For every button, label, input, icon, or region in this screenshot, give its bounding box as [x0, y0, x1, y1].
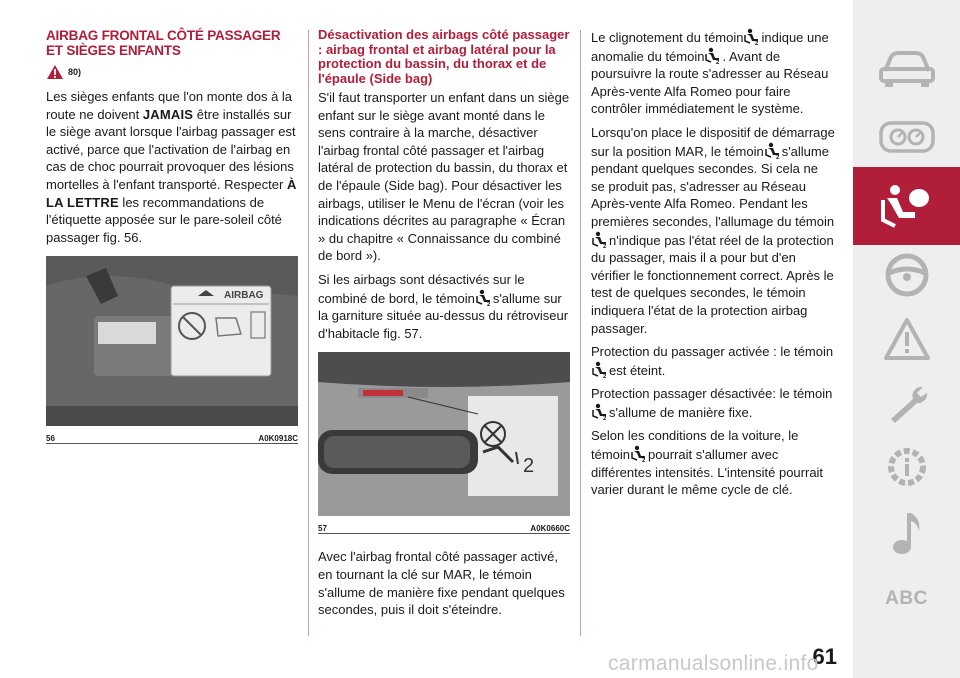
svg-text:2: 2: [486, 301, 491, 306]
svg-text:2: 2: [603, 415, 607, 420]
sidebar-item-car[interactable]: [853, 30, 960, 108]
warning-triangle-icon: [882, 316, 932, 362]
music-note-icon: [887, 509, 927, 557]
paragraph: Protection du passager activée : le témoin 2 est éteint.: [591, 344, 834, 378]
figure-number: 57: [318, 524, 327, 534]
column-1: [46, 28, 298, 444]
paragraph: Avec l'airbag frontal côté passager activé, en tournant la clé sur MAR, le témoin s'allume de manière fixe pendant quelques secondes, puis il doit s'éteindre.: [318, 549, 565, 618]
airbag-off-indicator-icon: [744, 28, 760, 45]
svg-text:2: 2: [716, 59, 720, 64]
paragraph: Les sièges enfants que l'on monte dos à la route ne doivent JAMAIS être installés sur le siège avant lorsque l'airbag passager est activé, parce que l'activation de l'airbag en cas de choc pourrait provoquer des lésions mortelles à l'enfant transporté. Respecter À LA LETTRE les recommandations de l'étiquette apposée sur le pare-soleil côté passager fig. 56.: [46, 89, 297, 245]
column-divider: [580, 30, 581, 636]
svg-text:2: 2: [523, 455, 535, 478]
sidebar-item-instruments[interactable]: [853, 98, 960, 176]
sidebar-item-index[interactable]: [853, 560, 960, 638]
sun-visor-photo: [46, 256, 298, 426]
paragraph: Selon les conditions de la voiture, le témoin 2 pourrait s'allumer avec différentes intensités. L'intensité pourrait varier durant le même cycle de clé.: [591, 428, 824, 498]
airbag-seat-icon: [881, 182, 933, 230]
paragraph: Le clignotement du témoin 2 indique une anomalie du témoin 2 . Avant de poursuivre la route s'adresser au Réseau Après-vente Alfa Romeo pour faire contrôler immédiatement le système.: [591, 30, 829, 117]
column-2: [318, 28, 570, 625]
airbag-off-indicator-icon: [592, 231, 608, 248]
warning-ref-number: 80): [68, 67, 82, 77]
svg-text:2: 2: [755, 41, 759, 45]
page-number: 61: [812, 644, 837, 669]
svg-text:2: 2: [603, 243, 607, 248]
paragraph: S'il faut transporter un enfant dans un siège enfant sur le siège avant monté dans le sens contraire à la marche, désactiver l'airbag frontal côté passager et l'airbag latéral de protection du bassin, du thorax et de l'épaule (Side bag). Pour désactiver les airbags, utiliser le Menu de l'écran (voir les indications décrites au paragraphe « Écran » du chapitre « Connaissance du combiné de bord »).: [318, 90, 570, 264]
airbag-off-indicator-icon: [765, 142, 781, 159]
paragraph: Protection passager désactivée: le témoin 2 s'allume de manière fixe.: [591, 386, 833, 420]
figure-56: [46, 256, 298, 444]
subsection-heading: Désactivation des airbags côté passager : airbag frontal et airbag latéral pour la protection du bassin, du thorax et de l'épaule (Side bag): [318, 27, 570, 86]
column-divider: [308, 30, 309, 636]
figure-caption: [46, 431, 298, 443]
figure-code: A0K0660C: [530, 524, 570, 534]
rear-view-mirror-photo: [318, 352, 570, 516]
svg-text:2: 2: [642, 458, 646, 463]
steering-wheel-icon: [883, 251, 931, 299]
abc-label: ABC: [885, 588, 928, 609]
gear-info-icon: [883, 443, 931, 491]
airbag-off-indicator-icon: [476, 289, 492, 306]
airbag-off-indicator-icon: [631, 445, 647, 462]
warning-reference: [46, 64, 298, 80]
watermark: carmanualsonline.info: [608, 652, 819, 675]
sidebar-item-safety[interactable]: [853, 167, 960, 245]
emphasis: À LA LETTRE: [46, 176, 297, 210]
figure-caption: [318, 521, 570, 533]
section-heading: AIRBAG FRONTAL CÔTÉ PASSAGER ET SIÈGES ENFANTS: [46, 28, 281, 58]
paragraph: Lorsqu'on place le dispositif de démarrage sur la position MAR, le témoin 2 s'allume pendant quelques secondes. Si cela ne se produit pas, s'adresser au Réseau Après-vente Alfa Romeo. Pendant les premières secondes, l'allumage du témoin 2 n'indique pas l'état réel de la protection du passager, mais il a pour but d'en vérifier le fonctionnement correct. Après le test de quelques secondes, le témoin indiquera l'état de la protection airbag passager.: [591, 124, 835, 336]
wrench-icon: [883, 379, 931, 427]
airbag-off-indicator-icon: [592, 403, 608, 420]
airbag-off-indicator-icon: [705, 47, 721, 64]
figure-number: 56: [46, 434, 55, 444]
figure-code: A0K0918C: [258, 434, 298, 444]
warning-triangle-icon: [46, 64, 64, 80]
chapter-sidebar: [853, 0, 960, 678]
car-icon: [877, 49, 937, 89]
svg-text:2: 2: [603, 373, 607, 378]
airbag-off-indicator-icon: [592, 361, 608, 378]
svg-text:2: 2: [775, 154, 780, 159]
column-3: [591, 28, 835, 505]
emphasis: JAMAIS: [142, 106, 194, 122]
figure-57: [318, 352, 570, 534]
airbag-label-text: AIRBAG: [224, 290, 264, 302]
gauges-icon: [879, 119, 935, 155]
paragraph: Si les airbags sont désactivés sur le combiné de bord, le témoin 2 s'allume sur la garniture située au-dessus du rétroviseur d'habitacle fig. 57.: [318, 271, 569, 341]
